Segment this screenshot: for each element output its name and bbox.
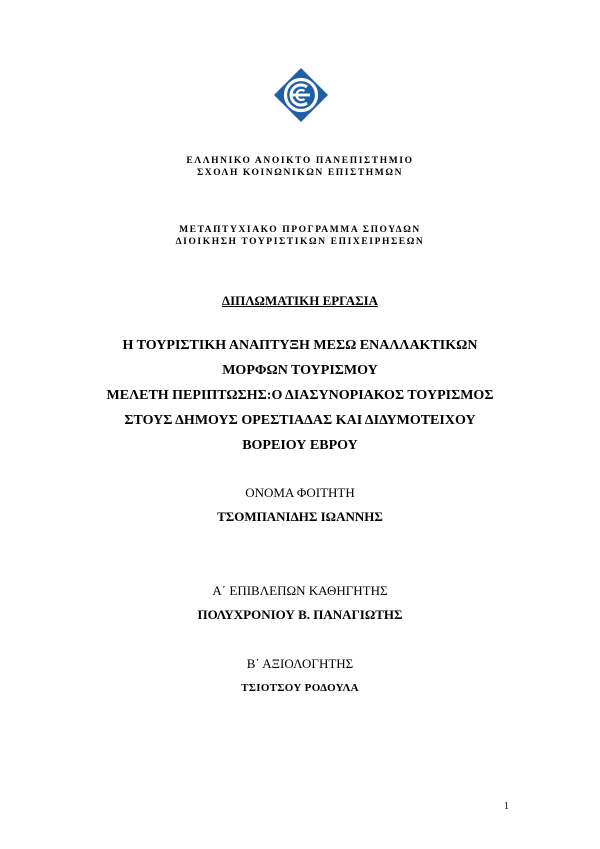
university-name: ΕΛΛΗΝΙΚΟ ΑΝΟΙΚΤΟ ΠΑΝΕΠΙΣΤΗΜΙΟ — [186, 156, 414, 166]
student-name: ΤΣΟΜΠΑΝΙΔΗΣ ΙΩΑΝΝΗΣ — [217, 509, 383, 524]
thesis-title-line-1: Η ΤΟΥΡΙΣΤΙΚΗ ΑΝΑΠΤΥΞΗ ΜΕΣΩ ΕΝΑΛΛΑΚΤΙΚΩΝ — [122, 338, 478, 353]
student-label: ΟΝΟΜΑ ΦΟΙΤΗΤΗ — [245, 485, 355, 500]
thesis-title-line-2: ΜΟΡΦΩΝ ΤΟΥΡΙΣΜΟΥ — [222, 363, 378, 378]
thesis-title-line-3: ΜΕΛΕΤΗ ΠΕΡΙΠΤΩΣΗΣ:Ο ΔΙΑΣΥΝΟΡΙΑΚΟΣ ΤΟΥΡΙΣΜΟΣ — [106, 388, 494, 403]
page-number: 1 — [504, 801, 509, 812]
thesis-title-line-4: ΣΤΟΥΣ ΔΗΜΟΥΣ ΟΡΕΣΤΙΑΔΑΣ ΚΑΙ ΔΙΔΥΜΟΤΕΙΧΟΥ — [124, 413, 476, 428]
evaluator-label: Β΄ ΑΞΙΟΛΟΓΗΤΗΣ — [246, 656, 354, 671]
supervisor-name: ΠΟΛΥΧΡΟΝΙΟΥ Β. ΠΑΝΑΓΙΩΤΗΣ — [197, 607, 403, 622]
school-name: ΣΧΟΛΗ ΚΟΙΝΩΝΙΚΩΝ ΕΠΙΣΤΗΜΩΝ — [196, 168, 404, 178]
evaluator-name: ΤΣΙΟΤΣΟΥ ΡΟΔΟΥΛΑ — [241, 682, 359, 694]
thesis-title-line-5: ΒΟΡΕΙΟΥ ΕΒΡΟΥ — [242, 438, 358, 453]
program-name: ΜΕΤΑΠΤΥΧΙΑΚΟ ΠΡΟΓΡΑΜΜΑ ΣΠΟΥΔΩΝ — [179, 225, 421, 235]
university-logo — [273, 67, 329, 123]
supervisor-label: Α΄ ΕΠΙΒΛΕΠΩΝ ΚΑΘΗΓΗΤΗΣ — [212, 583, 388, 598]
program-specialization: ΔΙΟΙΚΗΣΗ ΤΟΥΡΙΣΤΙΚΩΝ ΕΠΙΧΕΙΡΗΣΕΩΝ — [175, 237, 425, 247]
document-type: ΔΙΠΛΩΜΑΤΙΚΗ ΕΡΓΑΣΙΑ — [221, 293, 379, 308]
